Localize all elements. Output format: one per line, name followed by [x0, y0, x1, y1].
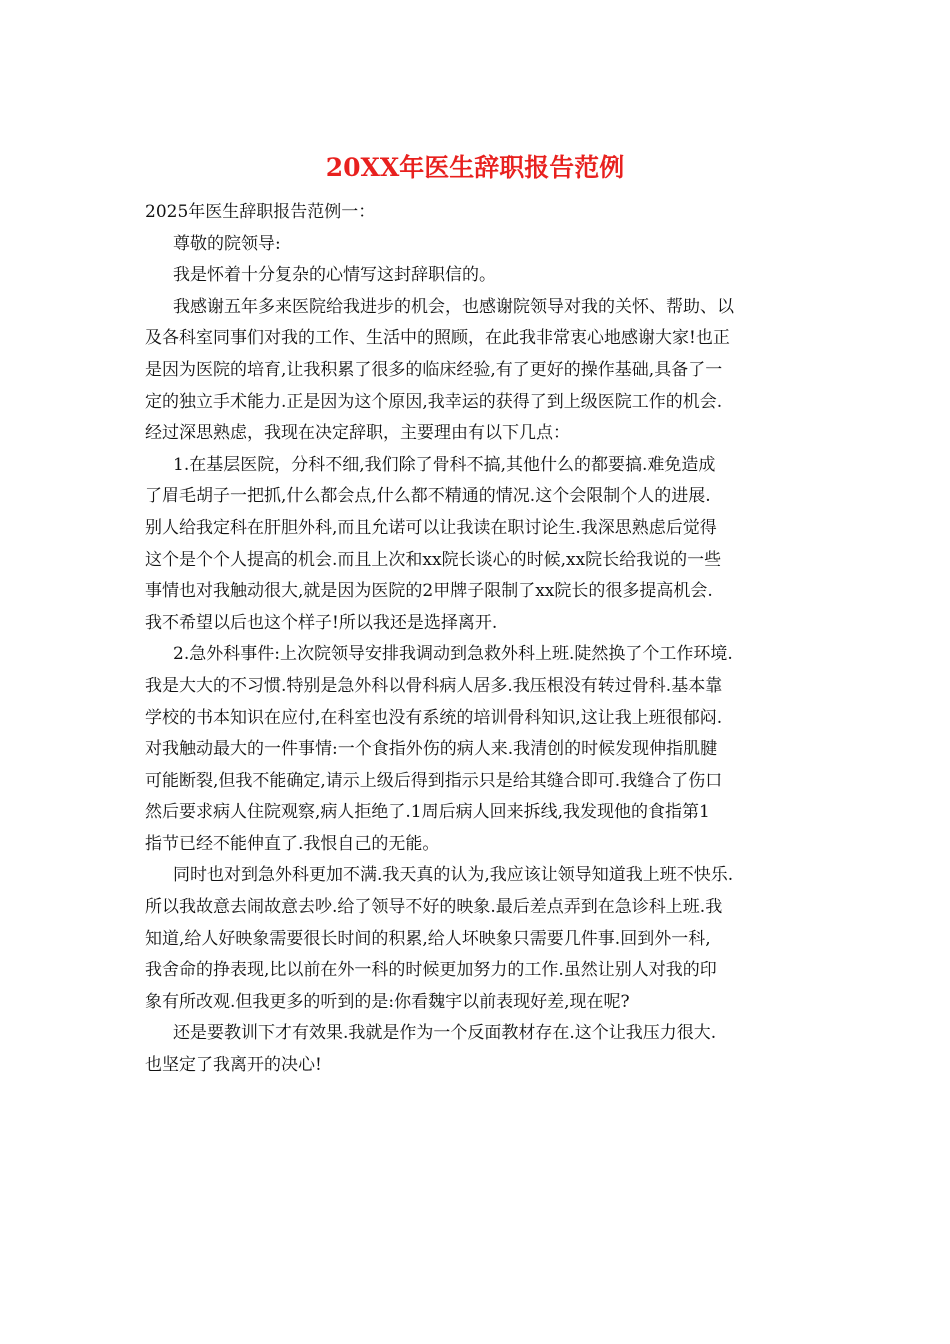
document-line: 同时也对到急外科更加不满.我天真的认为,我应该让领导知道我上班不快乐.: [173, 865, 734, 886]
document-line: 还是要教训下才有效果.我就是作为一个反面教材存在.这个让我压力很大.: [173, 1023, 717, 1044]
document-line: 指节已经不能伸直了.我恨自己的无能。: [145, 833, 440, 854]
document-line: 了眉毛胡子一把抓,什么都会点,什么都不精通的情况.这个会限制个人的进展.: [145, 486, 711, 507]
document-line: 尊敬的院领导:: [173, 233, 281, 254]
document-line: 所以我故意去闹故意去吵.给了领导不好的映象.最后差点弄到在急诊科上班.我: [145, 897, 723, 918]
document-line: 及各科室同事们对我的工作、生活中的照顾，在此我非常衷心地感谢大家!也正: [145, 328, 730, 349]
document-line: 经过深思熟虑，我现在决定辞职，主要理由有以下几点：: [145, 423, 570, 444]
document-line: 学校的书本知识在应付,在科室也没有系统的培训骨科知识,这让我上班很郁闷.: [145, 707, 723, 728]
document-line: 这个是个个人提高的机会.而且上次和xx院长谈心的时候,xx院长给我说的一些: [145, 549, 722, 570]
document-line: 我不希望以后也这个样子!所以我还是选择离开.: [145, 612, 498, 633]
document-body: [145, 197, 810, 1082]
document-line: 知道,给人好映象需要很长时间的积累,给人坏映象只需要几件事.回到外一科,: [145, 928, 711, 949]
document-line: 事情也对我触动很大,就是因为医院的2甲牌子限制了xx院长的很多提高机会.: [145, 581, 713, 602]
document-line: 我是大大的不习惯.特别是急外科以骨科病人居多.我压根没有转过骨科.基本靠: [145, 675, 723, 696]
document-line: 我舍命的挣表现,比以前在外一科的时候更加努力的工作.虽然让别人对我的印: [145, 960, 717, 981]
document-line: 别人给我定科在肝胆外科,而且允诺可以让我读在职讨论生.我深思熟虑后觉得: [145, 517, 717, 538]
document-line: 定的独立手术能力.正是因为这个原因,我幸运的获得了到上级医院工作的机会.: [145, 391, 723, 412]
document-line: 我感谢五年多来医院给我进步的机会，也感谢院领导对我的关怀、帮助、以: [173, 296, 734, 317]
document-line: 然后要求病人住院观察,病人拒绝了.1周后病人回来拆线,我发现他的食指第1: [145, 802, 710, 823]
document-line: 2025年医生辞职报告范例一：: [145, 202, 376, 222]
document-line: 1.在基层医院，分科不细,我们除了骨科不搞,其他什么的都要搞.难免造成: [173, 454, 716, 475]
document-line: 2.急外科事件:上次院领导安排我调动到急救外科上班.陡然换了个工作环境.: [173, 644, 733, 665]
document-line: 是因为医院的培育,让我积累了很多的临床经验,有了更好的操作基础,具备了一: [145, 359, 723, 380]
document-title: 20XX年医生辞职报告范例: [325, 153, 625, 182]
document-line: 也坚定了我离开的决心!: [145, 1055, 322, 1076]
document-line: 我是怀着十分复杂的心情写这封辞职信的。: [173, 265, 496, 286]
document-line: 象有所改观.但我更多的听到的是:你看魏宇以前表现好差,现在呢?: [145, 991, 630, 1012]
document-line: 对我触动最大的一件事情:一个食指外伤的病人来.我清创的时候发现伸指肌腱: [145, 739, 718, 760]
document-line: 可能断裂,但我不能确定,请示上级后得到指示只是给其缝合即可.我缝合了伤口: [145, 770, 723, 791]
